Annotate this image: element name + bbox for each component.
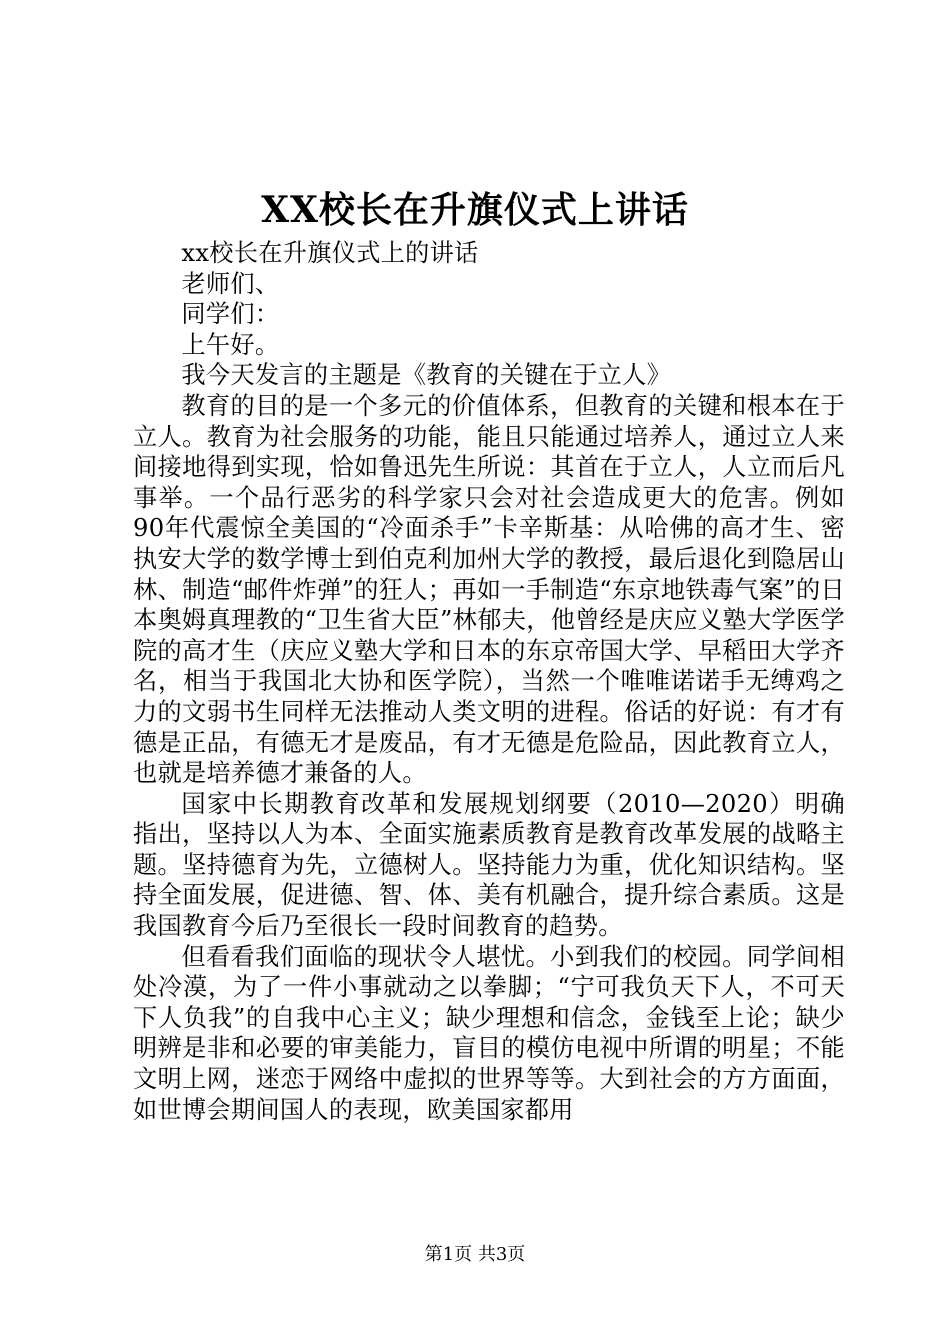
paragraph-body-1: 教育的目的是一个多元的价值体系，但教育的关键和根本在于立人。教育为社会服务的功能，能且只能通过培养人，通过立人来间接地得到实现，恰如鲁迅先生所说：其首在于立人，人立而后凡事举。一个品行恶劣的科学家只会对社会造成更大的危害。例如90年代震惊全美国的“冷面杀手”卡辛斯基：从哈佛的高才生、密执安大学的数学博士到伯克利加州大学的教授，最后退化到隐居山林、制造“邮件炸弹”的狂人；再如一手制造“东京地铁毒气案”的日本奥姆真理教的“卫生省大臣”林郁夫，他曾经是庆应义塾大学医学院的高才生（庆应义塾大学和日本的东京帝国大学、早稻田大学齐名，相当于我国北大协和医学院），当然一个唯唯诺诺手无缚鸡之力的文弱书生同样无法推动人类文明的进程。俗话的好说：有才有德是正品，有德无才是废品，有才无德是危险品，因此教育立人，也就是培养德才兼备的人。 [133, 391, 845, 788]
paragraph-greeting-students: 同学们： [181, 300, 280, 329]
paragraph-good-morning: 上午好。 [181, 330, 280, 359]
page-number-footer: 第1页 共3页 [424, 1244, 526, 1265]
paragraph-greeting-teachers: 老师们、 [181, 269, 280, 298]
paragraph-topic: 我今天发言的主题是《教育的关键在于立人》 [181, 361, 672, 390]
page-title: XX校长在升旗仪式上讲话 [261, 189, 689, 231]
paragraph-subtitle: xx校长在升旗仪式上的讲话 [181, 239, 479, 267]
paragraph-body-3: 但看看我们面临的现状令人堪忧。小到我们的校园。同学间相处冷漠，为了一件小事就动之以拳脚；“宁可我负天下人，不可天下人负我”的自我中心主义；缺少理想和信念，金钱至上论；缺少明辨是非和必要的审美能力，盲目的模仿电视中所谓的明星；不能文明上网，迷恋于网络中虚拟的世界等等。大到社会的方方面面，如世博会期间国人的表现，欧美国家都用 [133, 942, 845, 1124]
document-body [133, 238, 845, 1125]
paragraph-body-2: 国家中长期教育改革和发展规划纲要（2010—2020）明确指出，坚持以人为本、全面实施素质教育是教育改革发展的战略主题。坚持德育为先，立德树人。坚持能力为重，优化知识结构。坚持全面发展，促进德、智、体、美有机融合，提升综合素质。这是我国教育今后乃至很长一段时间教育的趋势。 [133, 789, 845, 941]
